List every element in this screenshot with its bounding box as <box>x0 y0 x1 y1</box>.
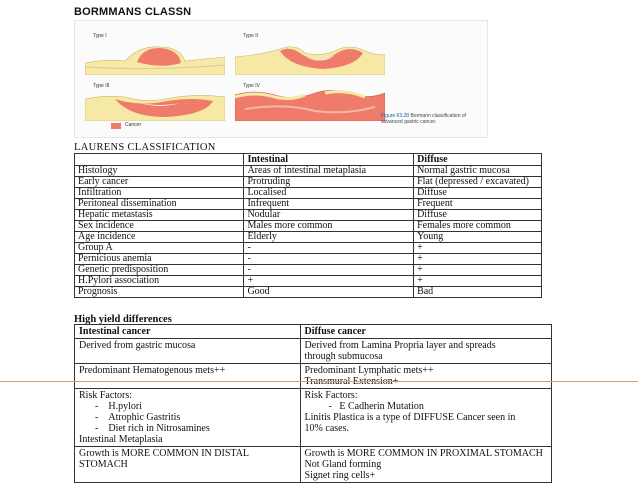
cell-text: STOMACH <box>79 459 128 470</box>
figure-caption <box>381 113 481 125</box>
intestinal-cell: Males more common <box>244 221 414 232</box>
diffuse-header: Diffuse cancer <box>300 325 551 339</box>
table-row <box>75 188 542 199</box>
header-cell: Diffuse <box>414 154 542 166</box>
diffuse-cell: Flat (depressed / excavated) <box>414 177 542 188</box>
table-header-row <box>75 154 542 166</box>
table-row <box>75 210 542 221</box>
row-label: Age incidence <box>75 232 244 243</box>
cell-text: through submucosa <box>304 351 383 362</box>
cell-text: Growth is MORE COMMON IN DISTAL <box>79 448 250 459</box>
table-row <box>75 447 552 483</box>
cell-text: Intestinal Metaplasia <box>79 434 163 445</box>
table-row <box>75 243 542 254</box>
cancer-legend-swatch <box>111 123 121 129</box>
diffuse-cell: + <box>414 254 542 265</box>
table-row <box>75 276 542 287</box>
bullet-item: - Diet rich in Nitrosamines <box>95 423 210 434</box>
bullet-item: - E Cadherin Mutation <box>328 401 424 412</box>
caption-number: Figure 63.28 <box>381 113 410 119</box>
cell-text: Not Gland forming <box>304 459 382 470</box>
row-label: Peritoneal dissemination <box>75 199 244 210</box>
divider <box>0 381 638 382</box>
intestinal-cell: + <box>244 276 414 287</box>
page-title: BORMMANS CLASSN <box>74 6 192 18</box>
intestinal-cell: - <box>244 254 414 265</box>
intestinal-cell: Localised <box>244 188 414 199</box>
diffuse-cell: + <box>414 265 542 276</box>
cell-text: Derived from Lamina Propria layer and spreads <box>304 340 496 351</box>
row-label: Hepatic metastasis <box>75 210 244 221</box>
table-row <box>75 265 542 276</box>
bullet-item: - Atrophic Gastritis <box>95 412 181 423</box>
cell-text: Signet ring cells+ <box>304 470 376 481</box>
diffuse-cell: Females more common <box>414 221 542 232</box>
intestinal-header: Intestinal cancer <box>75 325 301 339</box>
table-row <box>75 166 542 177</box>
table-row <box>75 232 542 243</box>
caption-text: Bormann classification of advanced gastric cancer. <box>381 113 467 125</box>
header-cell <box>75 154 244 166</box>
table-row <box>75 177 542 188</box>
intestinal-cell <box>75 364 301 389</box>
table-row <box>75 287 542 298</box>
cancer-legend-label: Cancer <box>125 122 142 128</box>
type-2-illustration <box>235 35 385 75</box>
cell-text: Derived from gastric mucosa <box>79 340 196 351</box>
type-4-illustration <box>235 85 385 121</box>
diffuse-cell <box>300 339 551 364</box>
table-row <box>75 339 552 364</box>
diffuse-cell: Diffuse <box>414 188 542 199</box>
diffuse-cell: Young <box>414 232 542 243</box>
cell-text: 10% cases. <box>304 423 349 434</box>
table-header-row <box>75 325 552 339</box>
cell-text: Diet rich in Nitrosamines <box>108 423 210 434</box>
type-4-label: Type IV <box>243 83 260 89</box>
laurens-table <box>74 153 542 298</box>
intestinal-cell <box>75 339 301 364</box>
table-row <box>75 221 542 232</box>
intestinal-cell <box>75 447 301 483</box>
cell-text: Atrophic Gastritis <box>108 412 181 423</box>
intestinal-cell: - <box>244 243 414 254</box>
cell-text: Growth is MORE COMMON IN PROXIMAL STOMACH <box>304 448 543 459</box>
type-3-illustration <box>85 85 225 121</box>
row-label: H.Pylori association <box>75 276 244 287</box>
row-label: Group A <box>75 243 244 254</box>
cell-text: E Cadherin Mutation <box>339 401 424 412</box>
intestinal-cell: Areas of intestinal metaplasia <box>244 166 414 177</box>
row-label: Prognosis <box>75 287 244 298</box>
table-row <box>75 364 552 389</box>
cell-text: Predominant Hematogenous mets++ <box>79 365 226 376</box>
cell-text: Risk Factors: <box>79 390 133 401</box>
diffuse-cell <box>300 389 551 447</box>
intestinal-cell: Elderly <box>244 232 414 243</box>
intestinal-cell <box>75 389 301 447</box>
row-label: Sex incidence <box>75 221 244 232</box>
table-row <box>75 199 542 210</box>
intestinal-cell: Nodular <box>244 210 414 221</box>
high-yield-title: High yield differences <box>74 314 172 325</box>
cell-text: Risk Factors: <box>304 390 358 401</box>
intestinal-cell: Good <box>244 287 414 298</box>
row-label: Pernicious anemia <box>75 254 244 265</box>
type-1-label: Type I <box>93 33 107 39</box>
diffuse-cell: + <box>414 276 542 287</box>
intestinal-cell: - <box>244 265 414 276</box>
row-label: Early cancer <box>75 177 244 188</box>
cell-text: H.pylori <box>108 401 142 412</box>
cell-text: Linitis Plastica is a type of DIFFUSE Cancer seen in <box>304 412 516 423</box>
cell-text: Predominant Lymphatic mets++ <box>304 365 434 376</box>
laurens-title: LAURENS CLASSIFICATION <box>74 142 216 153</box>
bullet-item: - H.pylori <box>95 401 142 412</box>
intestinal-cell: Infrequent <box>244 199 414 210</box>
header-cell: Intestinal <box>244 154 414 166</box>
diffuse-cell <box>300 447 551 483</box>
type-2-label: Type II <box>243 33 259 39</box>
diffuse-cell: Frequent <box>414 199 542 210</box>
type-1-illustration <box>85 35 225 75</box>
diffuse-cell <box>300 364 551 389</box>
diffuse-cell: Bad <box>414 287 542 298</box>
diffuse-cell: Diffuse <box>414 210 542 221</box>
high-yield-table <box>74 324 552 483</box>
intestinal-cell: Protruding <box>244 177 414 188</box>
bormann-figure <box>74 20 488 138</box>
table-row <box>75 389 552 447</box>
diffuse-cell: + <box>414 243 542 254</box>
row-label: Infiltration <box>75 188 244 199</box>
table-row <box>75 254 542 265</box>
row-label: Histology <box>75 166 244 177</box>
diffuse-cell: Normal gastric mucosa <box>414 166 542 177</box>
type-3-label: Type III <box>93 83 110 89</box>
row-label: Genetic predisposition <box>75 265 244 276</box>
